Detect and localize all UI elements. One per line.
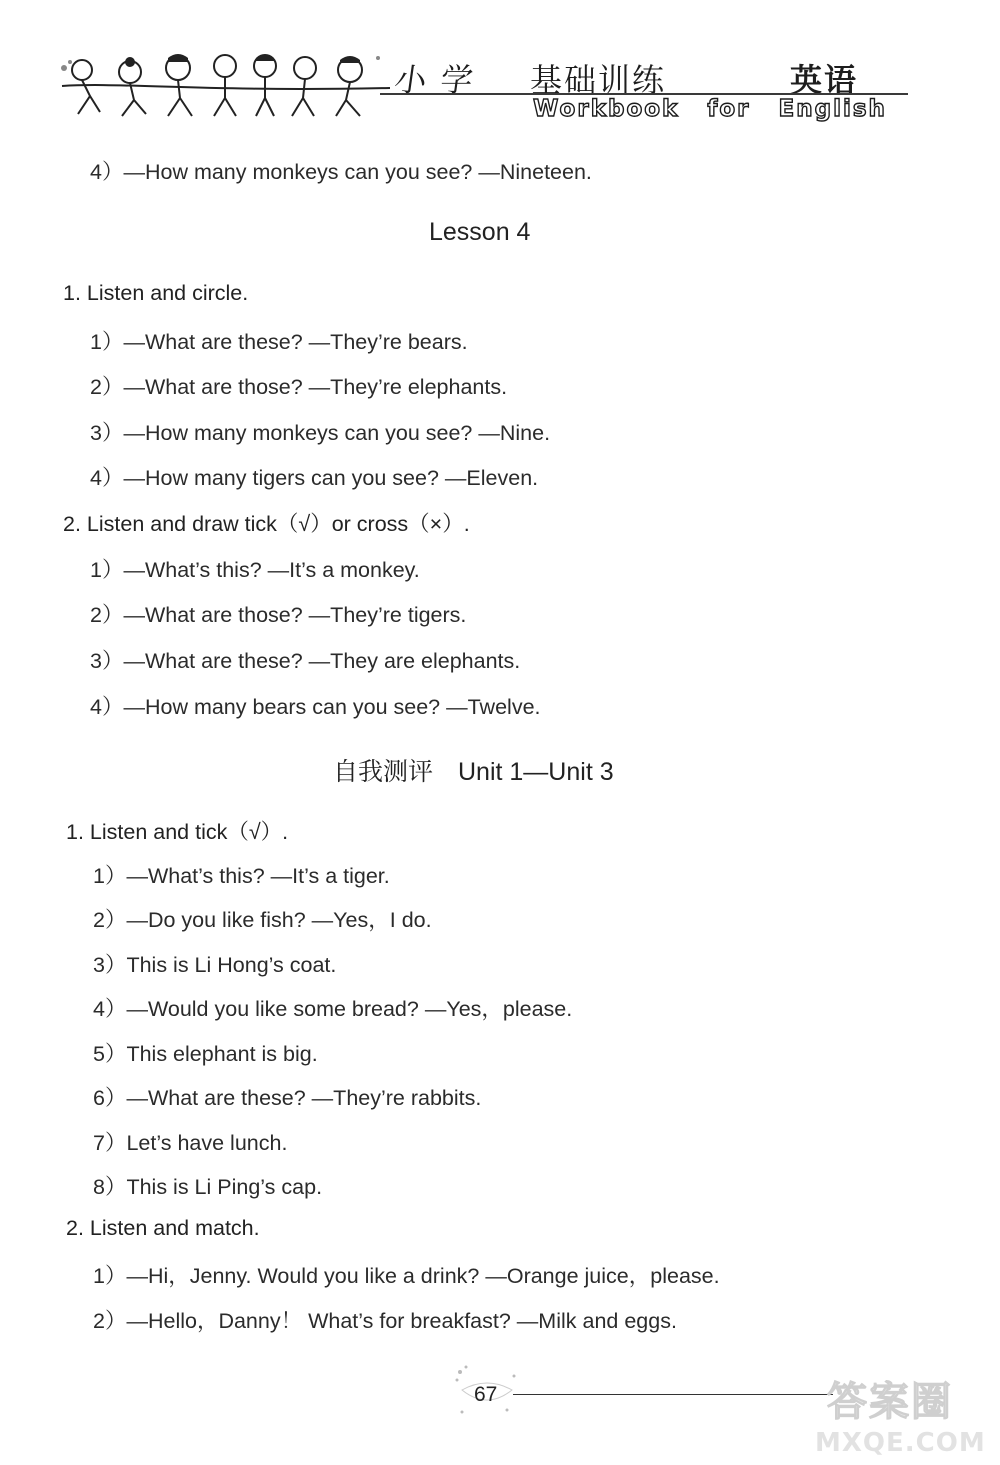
l4-q2-item-2: 2）—What are those? —They’re tigers. xyxy=(90,603,467,627)
review-question-1: 1. Listen and tick（√）. xyxy=(66,820,289,844)
series-title-en: Workbook for English xyxy=(533,96,887,122)
l4-question-1: 1. Listen and circle. xyxy=(63,281,249,305)
tug-of-war-illustration xyxy=(60,48,390,123)
title-xiao: 小 xyxy=(392,61,432,99)
review-q1-item-2: 2）—Do you like fish? —Yes，I do. xyxy=(93,908,432,932)
review-q1-item-4: 4）—Would you like some bread? —Yes，please. xyxy=(93,997,573,1021)
review-q1-item-6: 6）—What are these? —They’re rabbits. xyxy=(93,1086,482,1110)
review-q2-item-2: 2）—Hello，Danny！ What’s for breakfast? —Milk and eggs. xyxy=(93,1309,677,1333)
series-title-cn xyxy=(392,55,895,99)
header-rule xyxy=(380,93,908,95)
prev-item-4: 4）—How many monkeys can you see? —Nineteen. xyxy=(90,160,592,184)
watermark xyxy=(815,1370,995,1462)
lesson-4-heading: Lesson 4 xyxy=(429,218,531,246)
footer-rule xyxy=(513,1394,833,1395)
review-question-2: 2. Listen and match. xyxy=(66,1216,260,1240)
title-english-cn: 英语 xyxy=(790,61,859,99)
l4-q1-item-4: 4）—How many tigers can you see? —Eleven. xyxy=(90,466,539,490)
l4-q2-item-1: 1）—What’s this? —It’s a monkey. xyxy=(90,558,420,582)
review-q1-item-7: 7）Let’s have lunch. xyxy=(93,1131,288,1155)
l4-question-2: 2. Listen and draw tick（√）or cross（×）. xyxy=(63,512,470,536)
l4-q1-item-2: 2）—What are those? —They’re elephants. xyxy=(90,375,508,399)
l4-q2-item-3: 3）—What are these? —They are elephants. xyxy=(90,649,521,673)
page-number: 67 xyxy=(474,1383,498,1406)
watermark-url: MXQE.COM xyxy=(815,1428,986,1458)
page-header xyxy=(0,0,1000,140)
watermark-cn: 答案圈 xyxy=(827,1379,953,1425)
review-q1-item-1: 1）—What’s this? —It’s a tiger. xyxy=(93,864,390,888)
self-assessment-heading: 自我测评 Unit 1—Unit 3 xyxy=(333,758,614,786)
review-q1-item-8: 8）This is Li Ping’s cap. xyxy=(93,1175,323,1199)
title-basic-training: 基础训练 xyxy=(530,61,667,99)
review-q1-item-3: 3）This is Li Hong’s coat. xyxy=(93,953,337,977)
l4-q2-item-4: 4）—How many bears can you see? —Twelve. xyxy=(90,695,541,719)
review-q2-item-1: 1）—Hi，Jenny. Would you like a drink? —Orange juice，please. xyxy=(93,1264,720,1288)
title-xue: 学 xyxy=(438,61,478,99)
l4-q1-item-1: 1）—What are these? —They’re bears. xyxy=(90,330,468,354)
l4-q1-item-3: 3）—How many monkeys can you see? —Nine. xyxy=(90,421,551,445)
review-q1-item-5: 5）This elephant is big. xyxy=(93,1042,318,1066)
